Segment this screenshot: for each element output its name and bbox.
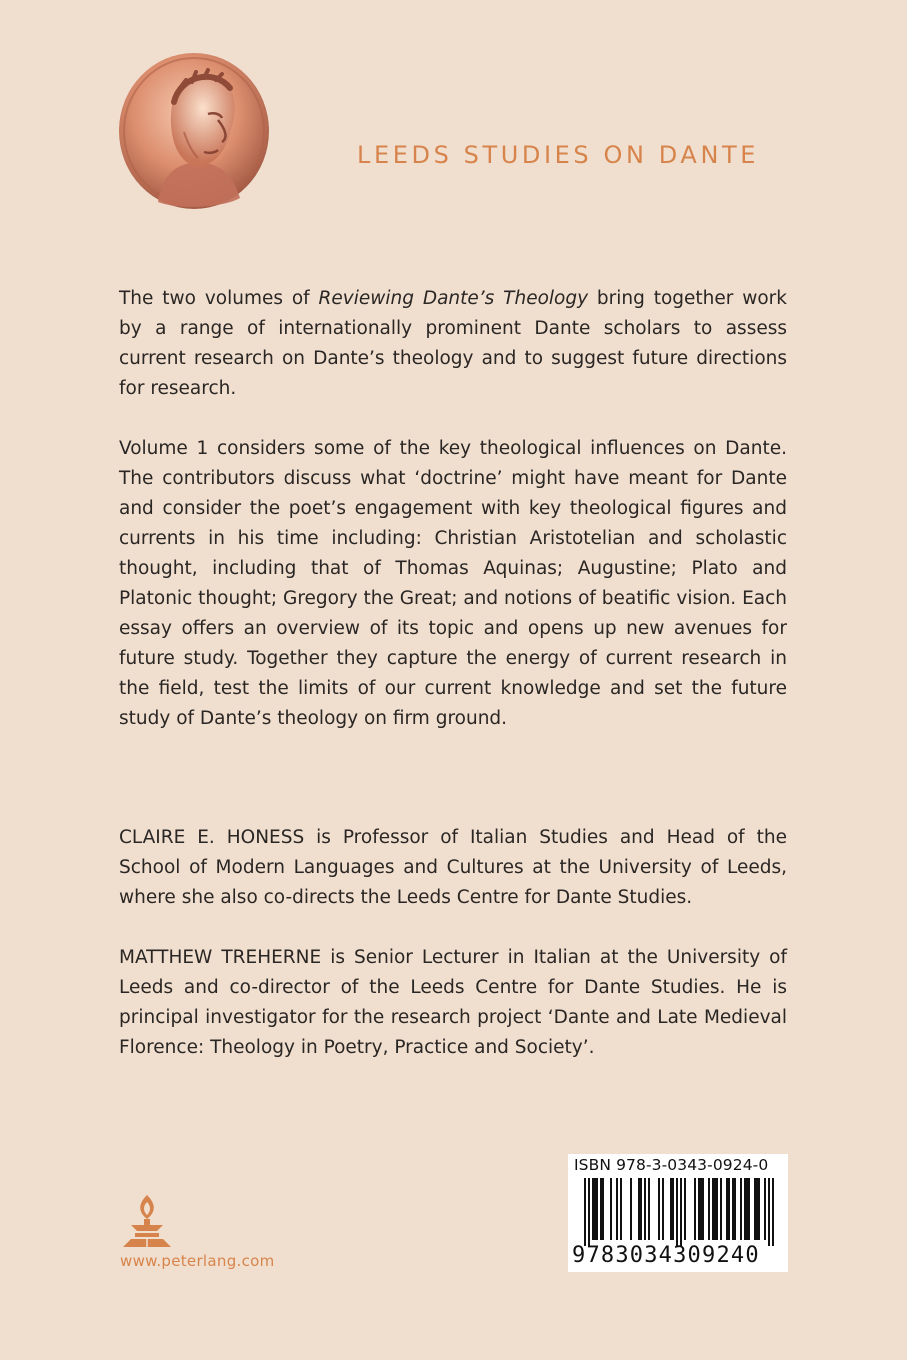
barcode-bar [716,1178,718,1240]
barcode-bar [698,1178,700,1240]
barcode-bar [602,1178,604,1240]
barcode-bar [740,1178,742,1240]
barcode-bar [600,1178,602,1240]
blurb-p1-before: The two volumes of [119,288,319,309]
barcode-bar [648,1178,650,1240]
barcode-bar [756,1178,758,1240]
barcode-bar [680,1178,682,1246]
barcode-bar [638,1178,640,1240]
dante-portrait-medallion-icon [118,52,270,210]
barcode-bar [644,1178,646,1240]
barcode-bar [616,1178,618,1240]
barcode-bar [684,1178,686,1240]
author-bios [119,823,787,1063]
barcode-bar [588,1178,590,1246]
barcode-bar [734,1178,736,1240]
barcode-bar [768,1178,770,1246]
bio-honess: CLAIRE E. HONESS is Professor of Italian Studies and Head of the School of Modern Languages and Cultures at the University of Leeds, where she also co-directs the Leeds Centre for Dante Studies. [119,827,787,908]
barcode-bar [746,1178,748,1240]
barcode-bar [702,1178,704,1240]
blurb-paragraph-1 [119,284,787,404]
barcode-bar [754,1178,756,1240]
barcode-bar [620,1178,622,1240]
blurb-p1-after: bring together work by a range of internationally prominent Dante scholars to assess current research on Dante’s theology and to suggest future directions for research. [119,288,788,399]
barcode-bar [610,1178,612,1240]
barcode-bar [640,1178,642,1240]
barcode-bar [764,1178,766,1240]
barcode-bar [662,1178,664,1240]
barcode-bar [708,1178,710,1240]
barcode-bar [630,1178,632,1240]
barcode-bar [772,1178,774,1246]
book-title: Reviewing Dante’s Theology [318,288,589,309]
barcode-bar [744,1178,746,1240]
barcode-bar [584,1178,586,1246]
barcode-box [568,1154,788,1272]
barcode-bar [728,1178,730,1240]
barcode-bar [670,1178,672,1240]
barcode-bar [714,1178,716,1240]
barcode-bar [748,1178,750,1240]
barcode-bar [592,1178,594,1240]
barcode-bar [732,1178,734,1240]
isbn-label: ISBN 978-3-0343-0924-0 [574,1156,769,1174]
barcode-bar [596,1178,598,1240]
barcode-bar [700,1178,702,1240]
barcode-bar [694,1178,696,1240]
blurb-paragraph-2: Volume 1 considers some of the key theological influences on Dante. The contributors discuss what ‘doctrine’ might have meant for Dante and consider the poet’s engagement with key theological figures and currents in his time including: Christian Aristotelian and scholastic thought, including that of Thomas Aquinas; Augustine; Plato and Platonic thought; Gregory the Great; and notions of beatific vision. Each essay offers an overview of its topic and opens up new avenues for future study. Together they capture the energy of current research in the field, test the limits of our current knowledge and set the future study of Dante’s theology on firm ground. [119,438,787,729]
publisher-website[interactable]: www.peterlang.com [120,1252,275,1270]
blurb [119,284,787,734]
barcode-bar [658,1178,660,1240]
barcode-bar [726,1178,728,1240]
barcode-bar [720,1178,722,1240]
barcode-bar [676,1178,678,1246]
peter-lang-lamp-logo-icon [121,1193,173,1249]
series-title: LEEDS STUDIES ON DANTE [357,141,760,169]
barcode-bar [712,1178,714,1240]
barcode-digits: 9783034309240 [572,1243,760,1268]
barcode-bar [672,1178,674,1240]
barcode-bar [594,1178,596,1240]
barcode-bar [758,1178,760,1240]
bio-treherne: MATTHEW TREHERNE is Senior Lecturer in Italian at the University of Leeds and co-director of the Leeds Centre for Dante Studies. He is principal investigator for the research project ‘Dante and Late Medieval Florence: Theology in Poetry, Practice and Society’. [119,947,787,1058]
